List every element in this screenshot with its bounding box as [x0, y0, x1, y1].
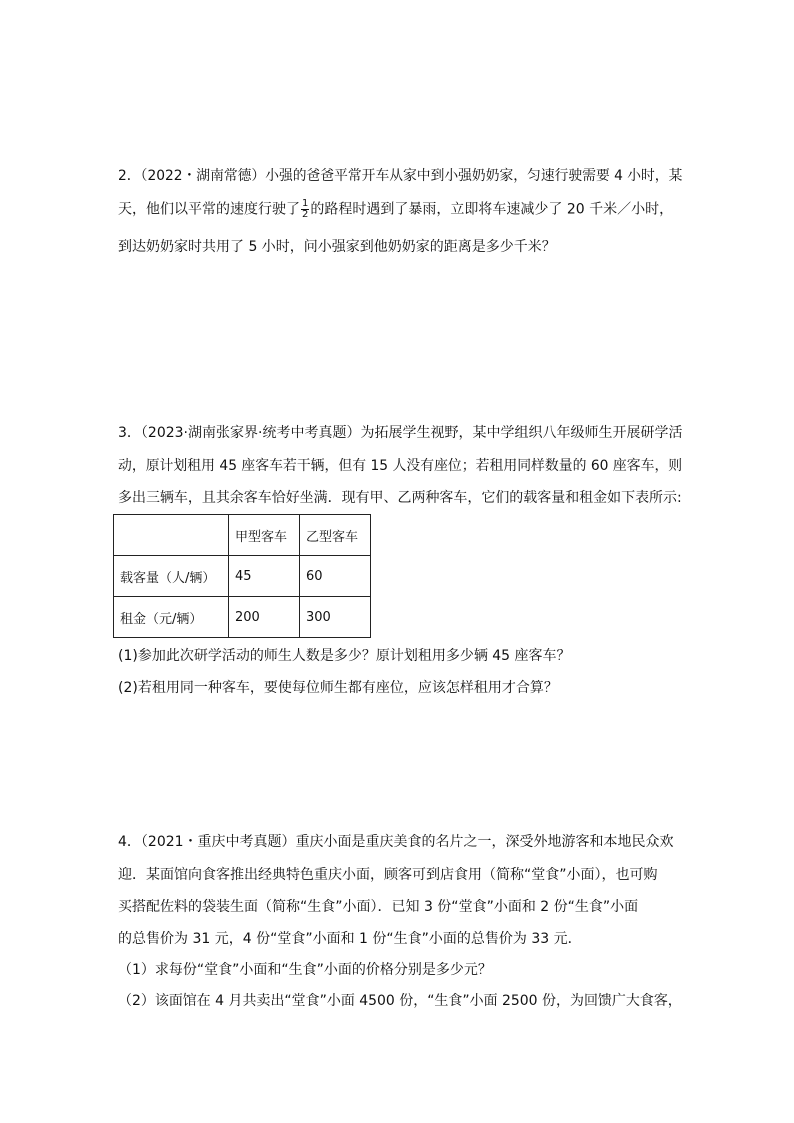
q2-text-3: 到达奶奶家时共用了 5 小时，问小强家到他奶奶家的距离是多少千米？ [118, 239, 556, 255]
table-cell: 200 [229, 597, 300, 638]
q2-line-3 [118, 237, 556, 257]
q4-number: 4． [118, 834, 141, 850]
q4-source: （2021・重庆中考真题） [140, 834, 296, 850]
table-row [114, 597, 371, 638]
q4-text-1: 重庆小面是重庆美食的名片之一，深受外地游客和本地民众欢 [295, 834, 674, 850]
q2-text-2b: 的路程时遇到了暴雨，立即将车速减少了 20 千米／小时， [310, 201, 674, 218]
q2-source: （2022・湖南常德） [140, 168, 266, 184]
q3-subquestion-2 [118, 678, 558, 698]
q2-fraction [301, 199, 309, 220]
table-row-label: 租金（元/辆） [114, 597, 229, 638]
q3-text-2: 动，原计划租用 45 座客车若干辆，但有 15 人没有座位；若租用同样数量的 60 座客车，则 [118, 458, 683, 474]
q2-text-1: 小强的爸爸平常开车从家中到小强奶奶家，匀速行驶需要 4 小时，某 [265, 168, 683, 184]
q3-line-3 [118, 488, 682, 508]
q3-line-1 [118, 423, 682, 443]
q4-line-3 [118, 897, 638, 917]
table-header-row [114, 515, 371, 556]
bus-rental-table [113, 514, 371, 638]
table-cell: 300 [300, 597, 371, 638]
q4-text-3: 买搭配佐料的袋装生面（简称“生食”小面）．已知 3 份“堂食”小面和 2 份“生食”小面 [118, 899, 639, 915]
table-row-label: 载客量（人/辆） [114, 556, 229, 597]
q4-text-4: 的总售价为 31 元，4 份“堂食”小面和 1 份“生食”小面的总售价为 33 元． [118, 931, 582, 947]
q3-sub-2-text: (2)若租用同一种客车，要使每位师生都有座位，应该怎样租用才合算？ [118, 680, 558, 696]
q4-line-2 [118, 865, 658, 885]
q2-line-2 [118, 199, 673, 220]
q2-number: 2． [118, 168, 141, 184]
table-header-cell: 甲型客车 [229, 515, 300, 556]
table-cell: 45 [229, 556, 300, 597]
q4-line-1 [118, 832, 674, 852]
q3-number: 3． [118, 425, 141, 441]
q2-fraction-numerator: 1 [302, 198, 309, 209]
q3-text-1: 为拓展学生视野，某中学组织八年级师生开展研学活 [360, 425, 683, 441]
q2-line-1 [118, 166, 682, 186]
q3-sub-1-text: (1)参加此次研学活动的师生人数是多少？原计划租用多少辆 45 座客车？ [118, 648, 571, 664]
table-header-cell: 乙型客车 [300, 515, 371, 556]
q4-sub-1-text: （1）求每份“堂食”小面和“生食”小面的价格分别是多少元？ [118, 962, 492, 978]
q3-line-2 [118, 456, 682, 476]
q4-subquestion-1 [118, 960, 492, 980]
table-row [114, 556, 371, 597]
q3-source: （2023·湖南张家界·统考中考真题） [140, 425, 361, 441]
q3-subquestion-1 [118, 646, 571, 666]
table-header-cell [114, 515, 229, 556]
q3-text-3: 多出三辆车，且其余客车恰好坐满．现有甲、乙两种客车，它们的载客量和租金如下表所示: [118, 490, 682, 506]
table-cell: 60 [300, 556, 371, 597]
q2-fraction-denominator: 2 [302, 209, 309, 220]
q4-text-2: 迎．某面馆向食客推出经典特色重庆小面，顾客可到店食用（简称“堂食”小面），也可购 [118, 867, 658, 883]
q4-sub-2-text: （2）该面馆在 4 月共卖出“堂食”小面 4500 份，“生食”小面 2500 份，为回馈广大食客， [118, 993, 682, 1009]
q2-text-2a: 天，他们以平常的速度行驶了 [118, 201, 300, 218]
q4-line-4 [118, 929, 582, 949]
q4-subquestion-2 [118, 991, 682, 1011]
